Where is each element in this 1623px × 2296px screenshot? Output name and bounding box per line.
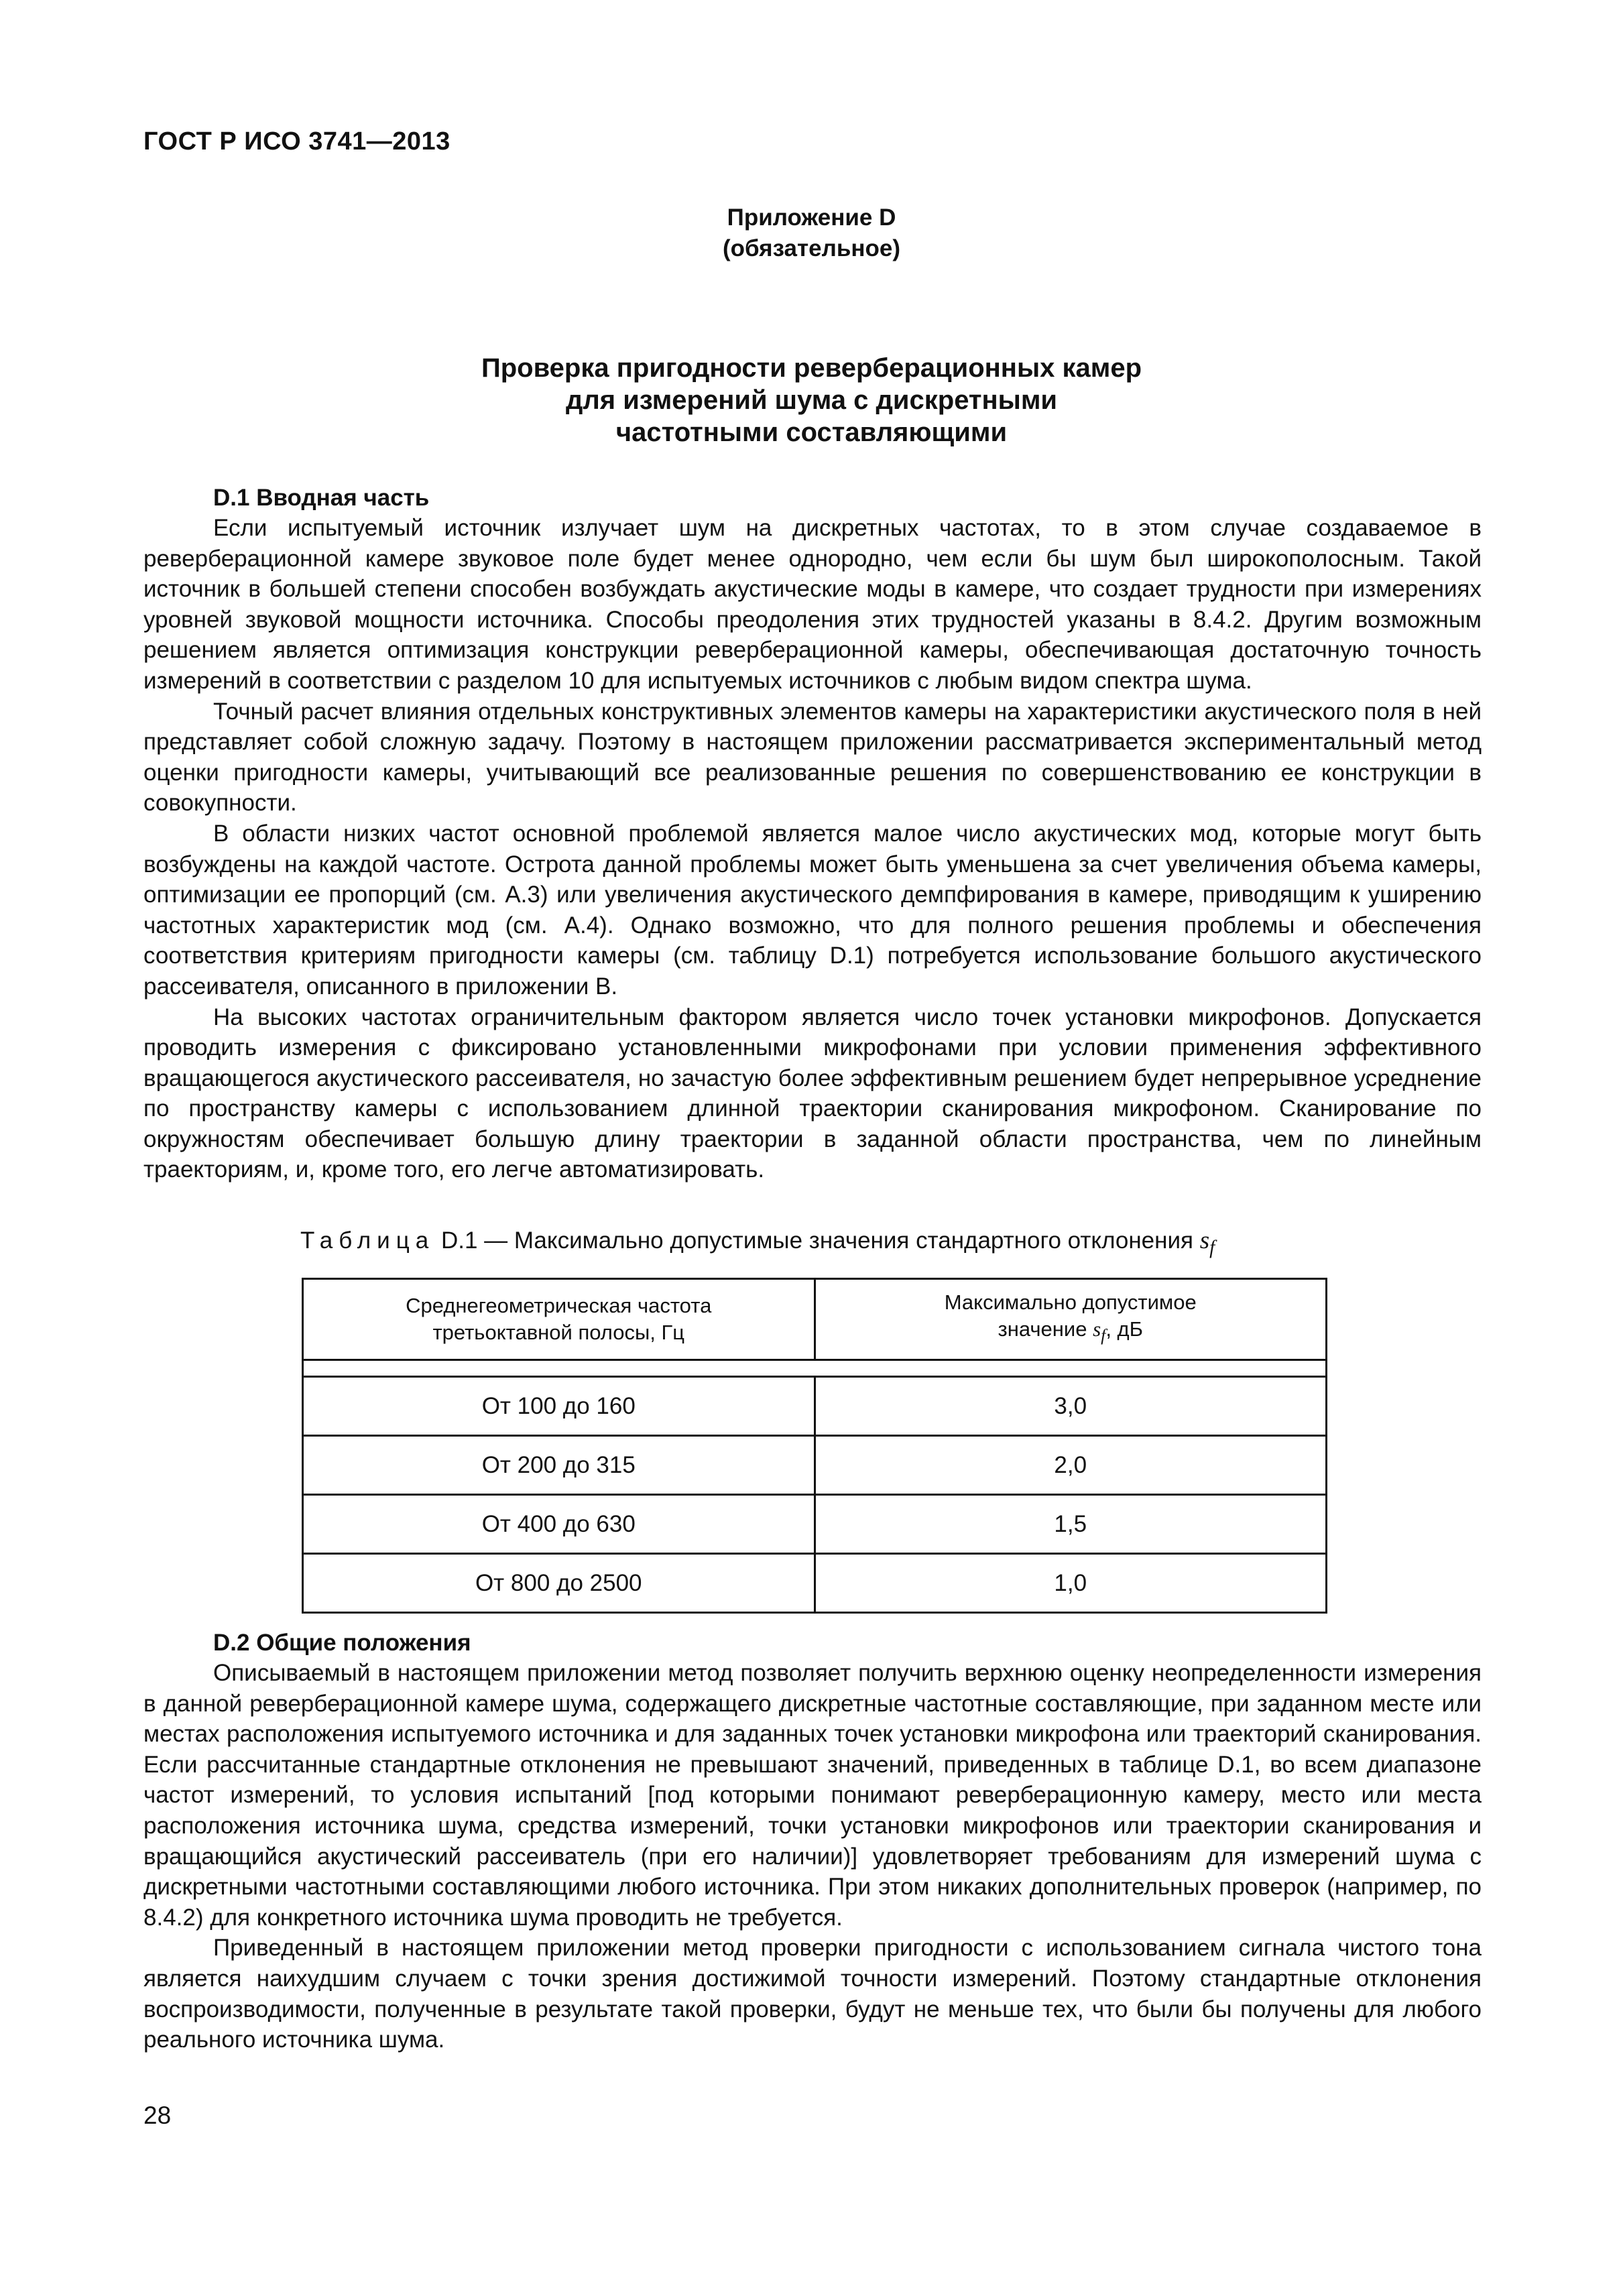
table-caption-prefix: Таблица: [300, 1227, 435, 1254]
table-header-row: [303, 1279, 1327, 1360]
standard-code-header: ГОСТ Р ИСО 3741—2013: [143, 127, 450, 156]
paragraph: В области низких частот основной проблемой является малое число акустических мод, которые могут быть возбуждены на каждой частоте. Острота данной проблемы может быть уменьшена за счет увеличения объема камеры, оптимизации ее пропорций (см. А.3) или увеличения акустического демпфирования в камере, приводящим к уширению частотных характеристик мод (см. А.4). Однако возможно, что для полного решения проблемы и обеспечения соответствия критериям пригодности камеры (см. таблицу D.1) потребуется использование большого акустического рассеивателя, описанного в приложении В.: [143, 820, 1482, 1000]
annex-status: (обязательное): [722, 235, 900, 261]
section-introduction: [143, 483, 1482, 1185]
max-value-cell: 2,0: [815, 1436, 1327, 1495]
paragraph: Описываемый в настоящем приложении метод позволяет получить верхнюю оценку неопределенности измерения в данной реверберационной камере шума, содержащего дискретные частотные составляющие, при заданном месте или местах расположения испытуемого источника и для заданных точек установки микрофона или траекторий сканирования. Если рассчитанные стандартные отклонения не превышают значений, приведенных в таблице D.1, во всем диапазоне частот измерений, то условия испытаний [под которыми понимают реверберационную камеру, место или места расположения источника шума, средства измерений, точки установки микрофонов или траектории сканирования и вращающийся акустический рассеиватель (при его наличии)] удовлетворяет требованиям для измерений шума с дискретными частотными составляющими любого источника. При этом никаких дополнительных проверок (например, по 8.4.2) для конкретного источника шума проводить не требуется.: [143, 1660, 1482, 1931]
title-line-2: для измерений шума с дискретными: [565, 385, 1058, 415]
annex-title: [0, 352, 1623, 448]
annex-heading: [0, 202, 1623, 264]
max-value-cell: 3,0: [815, 1377, 1327, 1436]
frequency-range-cell: От 800 до 2500: [303, 1554, 815, 1613]
max-value-cell: 1,5: [815, 1495, 1327, 1554]
column-header-max-value: Максимально допустимое значение $s_f$, дБ: [815, 1279, 1327, 1360]
page-number: 28: [143, 2102, 172, 2129]
deviation-table: [302, 1278, 1327, 1614]
table-caption-text: D.1 — Максимально допустимые значения стандартного отклонения: [434, 1227, 1200, 1254]
max-value-cell: 1,0: [815, 1554, 1327, 1613]
frequency-range-cell: От 200 до 315: [303, 1436, 815, 1495]
table-row: [303, 1554, 1327, 1613]
table-row: [303, 1495, 1327, 1554]
frequency-range-cell: От 400 до 630: [303, 1495, 815, 1554]
title-line-3: частотными составляющими: [615, 418, 1008, 447]
annex-label: Приложение D: [727, 204, 896, 231]
title-line-1: Проверка пригодности реверберационных камер: [481, 353, 1142, 383]
column-header-frequency: Среднегеометрическая частота третьоктавной полосы, Гц: [303, 1279, 815, 1360]
section-heading: D.2 Общие положения: [213, 1630, 471, 1656]
table-caption-symbol: s: [1199, 1227, 1210, 1254]
table-caption-subscript: f: [1209, 1237, 1215, 1258]
paragraph: Если испытуемый источник излучает шум на дискретных частотах, то в этом случае создаваемое в реверберационной камере звуковое поле будет менее однородно, чем если бы шум был широкополосным. Такой источник в большей степени способен возбуждать акустические моды в камере, что создает трудности при измерениях уровней звуковой мощности источника. Способы преодоления этих трудностей указаны в 8.4.2. Другим возможным решением является оптимизация конструкции реверберационной камеры, обеспечивающая достаточную точность измерений в соответствии с разделом 10 для испытуемых источников с любым видом спектра шума.: [143, 515, 1482, 694]
section-heading: D.1 Вводная часть: [213, 485, 430, 511]
section-general: [143, 1628, 1482, 2055]
frequency-range-cell: От 100 до 160: [303, 1377, 815, 1436]
table-row: [303, 1436, 1327, 1495]
paragraph: На высоких частотах ограничительным фактором является число точек установки микрофонов. Допускается проводить измерения с фиксировано установленными микрофонами при условии применения эффективного вращающегося акустического рассеивателя, но зачастую более эффективным решением будет непрерывное усреднение по пространству камеры с использованием длинной траектории сканирования микрофоном. Сканирование по окружностям обеспечивает большую длину траектории в заданной области пространства, чем по линейным траекториям, и, кроме того, его легче автоматизировать.: [143, 1004, 1482, 1183]
table-header-separator: [303, 1360, 1327, 1377]
paragraph: Точный расчет влияния отдельных конструктивных элементов камеры на характеристики акустического поля в ней представляет собой сложную задачу. Поэтому в настоящем приложении рассматривается экспериментальный метод оценки пригодности камеры, учитывающий все реализованные решения по совершенствованию ее конструкции в совокупности.: [143, 698, 1482, 817]
table-caption: [300, 1225, 1215, 1263]
table-row: [303, 1377, 1327, 1436]
paragraph: Приведенный в настоящем приложении метод проверки пригодности с использованием сигнала чистого тона является наихудшим случаем с точки зрения достижимой точности измерений. Поэтому стандартные отклонения воспроизводимости, полученные в результате такой проверки, будут не меньше тех, что были бы получены для любого реального источника шума.: [143, 1935, 1482, 2053]
